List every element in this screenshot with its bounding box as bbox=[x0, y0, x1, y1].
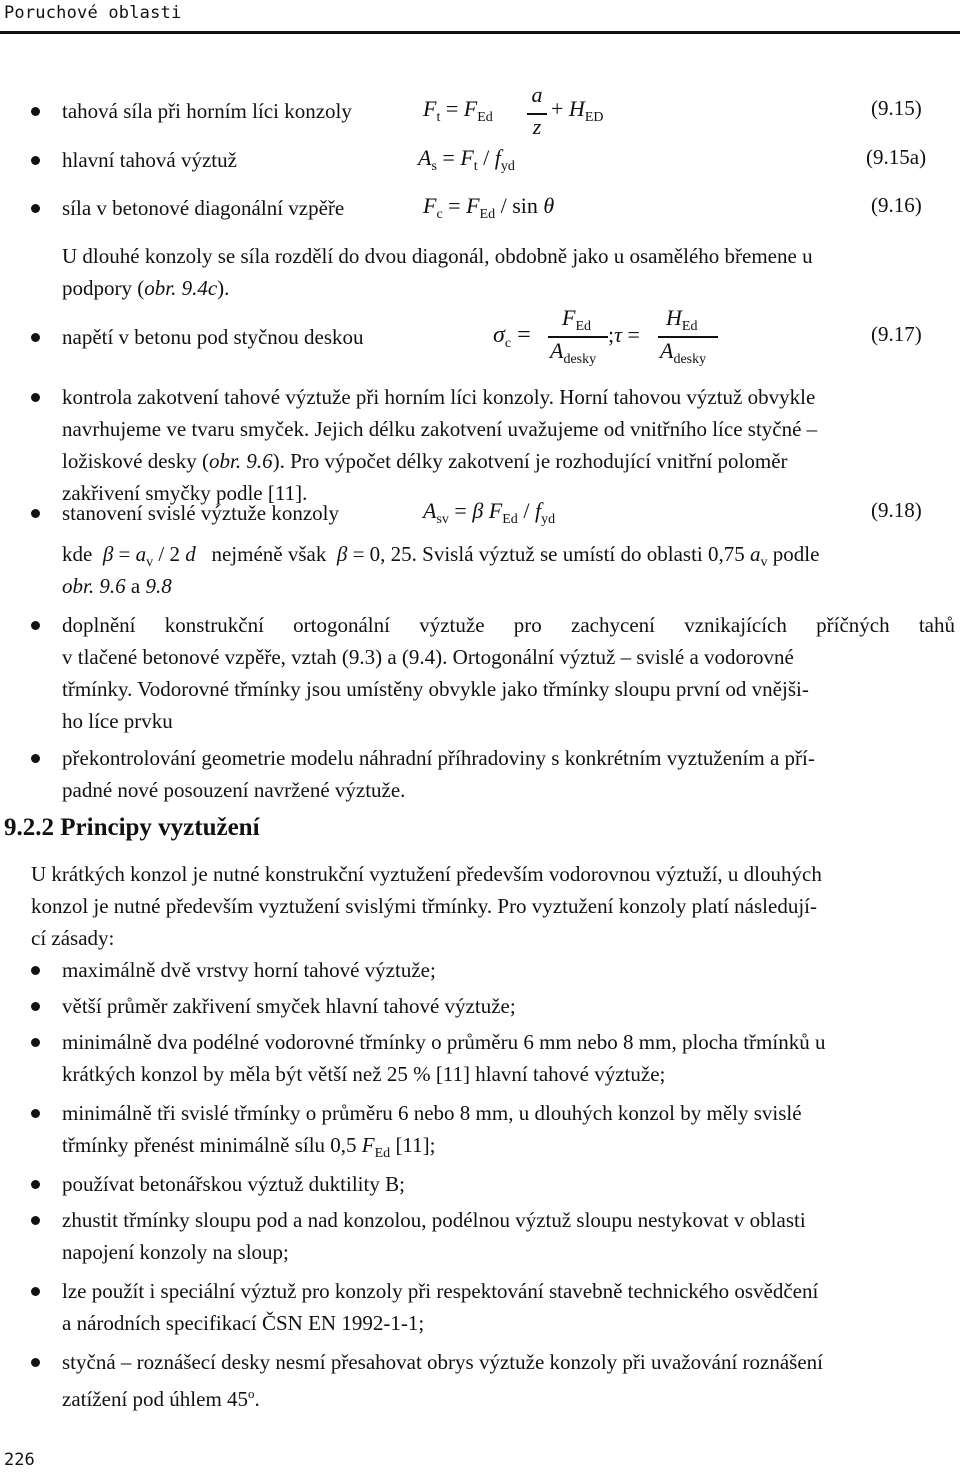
item-label: hlavní tahová výztuž bbox=[62, 148, 237, 172]
bullet bbox=[31, 1038, 40, 1047]
bullet bbox=[31, 1002, 40, 1011]
bullet bbox=[31, 333, 40, 342]
rule-item: používat betonářskou výztuž duktility B; bbox=[62, 1172, 405, 1196]
running-header bbox=[0, 0, 960, 34]
equation-9-16: $F_c = F_{Ed} / \sin \theta$ bbox=[423, 193, 555, 222]
equation-9-17-mid: ;τ = bbox=[608, 322, 640, 347]
rule-item-line: minimálně tři svislé třmínky o průměru 6 nebo 8 mm, u dlouhých konzol by měly svislé bbox=[62, 1101, 802, 1125]
item-line: zakřivení smyčky podle [11]. bbox=[62, 481, 308, 505]
bullet bbox=[31, 1216, 40, 1225]
rule-text: zatížení pod úhlem 45 bbox=[62, 1387, 249, 1411]
bullet bbox=[31, 393, 40, 402]
bullet bbox=[31, 754, 40, 763]
bullet bbox=[31, 621, 40, 630]
rule-text: třmínky přenést minimálně sílu 0,5 bbox=[62, 1133, 357, 1157]
equation-number: (9.17) bbox=[871, 322, 922, 346]
bullet bbox=[31, 1287, 40, 1296]
section-paragraph-line: cí zásady: bbox=[31, 926, 115, 950]
item-label: stanovení svislé výztuže konzoly bbox=[62, 501, 340, 525]
running-header-title: Poruchové oblasti bbox=[4, 3, 182, 23]
item-line: třmínky. Vodorovné třmínky jsou umístěny obvykle jako třmínky sloupu první od vnějši- bbox=[62, 677, 809, 701]
item-label: síla v betonové diagonální vzpěře bbox=[62, 196, 345, 220]
figure-reference[interactable]: obr. 9.4c bbox=[144, 276, 218, 300]
bullet bbox=[31, 1358, 40, 1367]
nejmene-text: nejméně však bbox=[211, 542, 327, 566]
rule-item-line: a národních specifikací ČSN EN 1992-1-1; bbox=[62, 1311, 425, 1335]
equation-9-17: $\sigma_c$ = bbox=[493, 322, 531, 351]
bullet bbox=[31, 1109, 40, 1118]
item-text: ). Pro výpočet délky zakotvení je rozhodující vnitřní poloměr bbox=[272, 449, 788, 473]
item-text: ložiskové desky ( bbox=[62, 449, 209, 473]
equation-number: (9.15a) bbox=[866, 145, 927, 169]
item-line: doplnění konstrukční ortogonální výztuže pro zachycení vznikajících příčných tahů bbox=[62, 613, 955, 637]
equation-9-15: $F_t = F_{Ed}$ bbox=[423, 96, 493, 125]
equation-9-15a: $A_s = F_t / f_{yd}$ bbox=[418, 145, 515, 174]
section-heading: 9.2.2 Principy vyztužení bbox=[4, 814, 260, 841]
rule-item-line: minimálně dva podélné vodorovné třmínky o průměru 6 mm nebo 8 mm, plocha třmínků u bbox=[62, 1030, 826, 1054]
figure-reference[interactable]: 9.8 bbox=[145, 574, 172, 598]
degree-mark: o bbox=[248, 1386, 255, 1401]
rule-item-line: napojení konzoly na sloup; bbox=[62, 1240, 289, 1264]
bullet bbox=[31, 156, 40, 165]
item-line: kontrola zakotvení tahové výztuže při horním líci konzoly. Horní tahovou výztuž obvykle bbox=[62, 385, 816, 409]
equation-number: (9.16) bbox=[871, 193, 922, 217]
equation-9-18: $A_{sv} = \beta$ $F_{Ed} / f_{yd}$ bbox=[423, 498, 556, 527]
paragraph-text: ). bbox=[217, 276, 230, 300]
rule-item-line: styčná – roznášecí desky nesmí přesahovat obrys výztuže konzoly při uvažování roznášení bbox=[62, 1350, 824, 1374]
figure-reference[interactable]: obr. 9.6 bbox=[208, 449, 273, 473]
page-number: 226 bbox=[4, 1450, 35, 1470]
rule-item: maximálně dvě vrstvy horní tahové výztuže; bbox=[62, 958, 436, 982]
section-paragraph-line: konzol je nutné především vyztužení svislými třmínky. Pro vyztužení konzoly platí následují- bbox=[31, 894, 817, 918]
rule-item: větší průměr zakřivení smyček hlavní tahové výztuže; bbox=[62, 994, 516, 1018]
bullet bbox=[31, 107, 40, 116]
equation-9-15-tail: + $H_{ED}$ bbox=[551, 96, 604, 125]
item-line: padné nové posouzení navržené výztuže. bbox=[62, 778, 406, 802]
bullet bbox=[31, 966, 40, 975]
item-line: překontrolování geometrie modelu náhradní příhradoviny s konkrétním vyztužením a pří- bbox=[62, 746, 815, 770]
definition-text: . Svislá výztuž se umístí do oblasti 0,75 bbox=[411, 542, 745, 566]
item-line: navrhujeme ve tvaru smyček. Jejich délku zakotvení uvažujeme od vnitřního líce styčné – bbox=[62, 417, 818, 441]
section-paragraph-line: U krátkých konzol je nutné konstrukční vyztužení především vodorovnou výztuží, u dlouhých bbox=[31, 862, 822, 886]
rule-item-line: lze použít i speciální výztuž pro konzoly při respektování stavebně technického osvědčení bbox=[62, 1279, 819, 1303]
kde-word: kde bbox=[62, 542, 93, 566]
rule-item-line: třmínky přenést minimálně sílu 0,5 $F_{Ed}$ [11]; bbox=[62, 1133, 436, 1161]
header-rule bbox=[0, 31, 960, 34]
item-line bbox=[62, 445, 788, 477]
definition-line: kde $\beta = a_v / 2$ d nejméně však β = 0, 25. Svislá výztuž se umístí do oblasti 0,75 $a_v$ podle bbox=[62, 542, 820, 570]
figure-reference[interactable]: obr. 9.6 bbox=[62, 574, 126, 598]
paragraph-line: U dlouhé konzoly se síla rozdělí do dvou diagonál, obdobně jako u osamělého břemene u bbox=[62, 244, 813, 268]
item-line: ho líce prvku bbox=[62, 709, 173, 733]
podle-text: podle bbox=[772, 542, 820, 566]
bullet bbox=[31, 509, 40, 518]
definition-text: a bbox=[125, 574, 146, 598]
bullet bbox=[31, 204, 40, 213]
equation-number: (9.15) bbox=[871, 96, 922, 120]
definition-line bbox=[62, 570, 172, 602]
item-line: v tlačené betonové vzpěře, vztah (9.3) a (9.4). Ortogonální výztuž – svislé a vodorovné bbox=[62, 645, 794, 669]
rule-item-line bbox=[62, 1378, 260, 1415]
rule-item-line: zhustit třmínky sloupu pod a nad konzolou, podélnou výztuž sloupu nestykovat v oblasti bbox=[62, 1208, 806, 1232]
paragraph-text: podpory ( bbox=[62, 276, 145, 300]
item-label: tahová síla při horním líci konzoly bbox=[62, 99, 352, 123]
rule-text: . bbox=[254, 1387, 260, 1411]
bullet bbox=[31, 1180, 40, 1189]
paragraph-line bbox=[62, 272, 229, 304]
rule-text: [11]; bbox=[395, 1133, 436, 1157]
equation-number: (9.18) bbox=[871, 498, 922, 522]
item-label: napětí v betonu pod styčnou deskou bbox=[62, 325, 364, 349]
rule-item-line: krátkých konzol by měla být větší než 25 % [11] hlavní tahové výztuže; bbox=[62, 1062, 666, 1086]
